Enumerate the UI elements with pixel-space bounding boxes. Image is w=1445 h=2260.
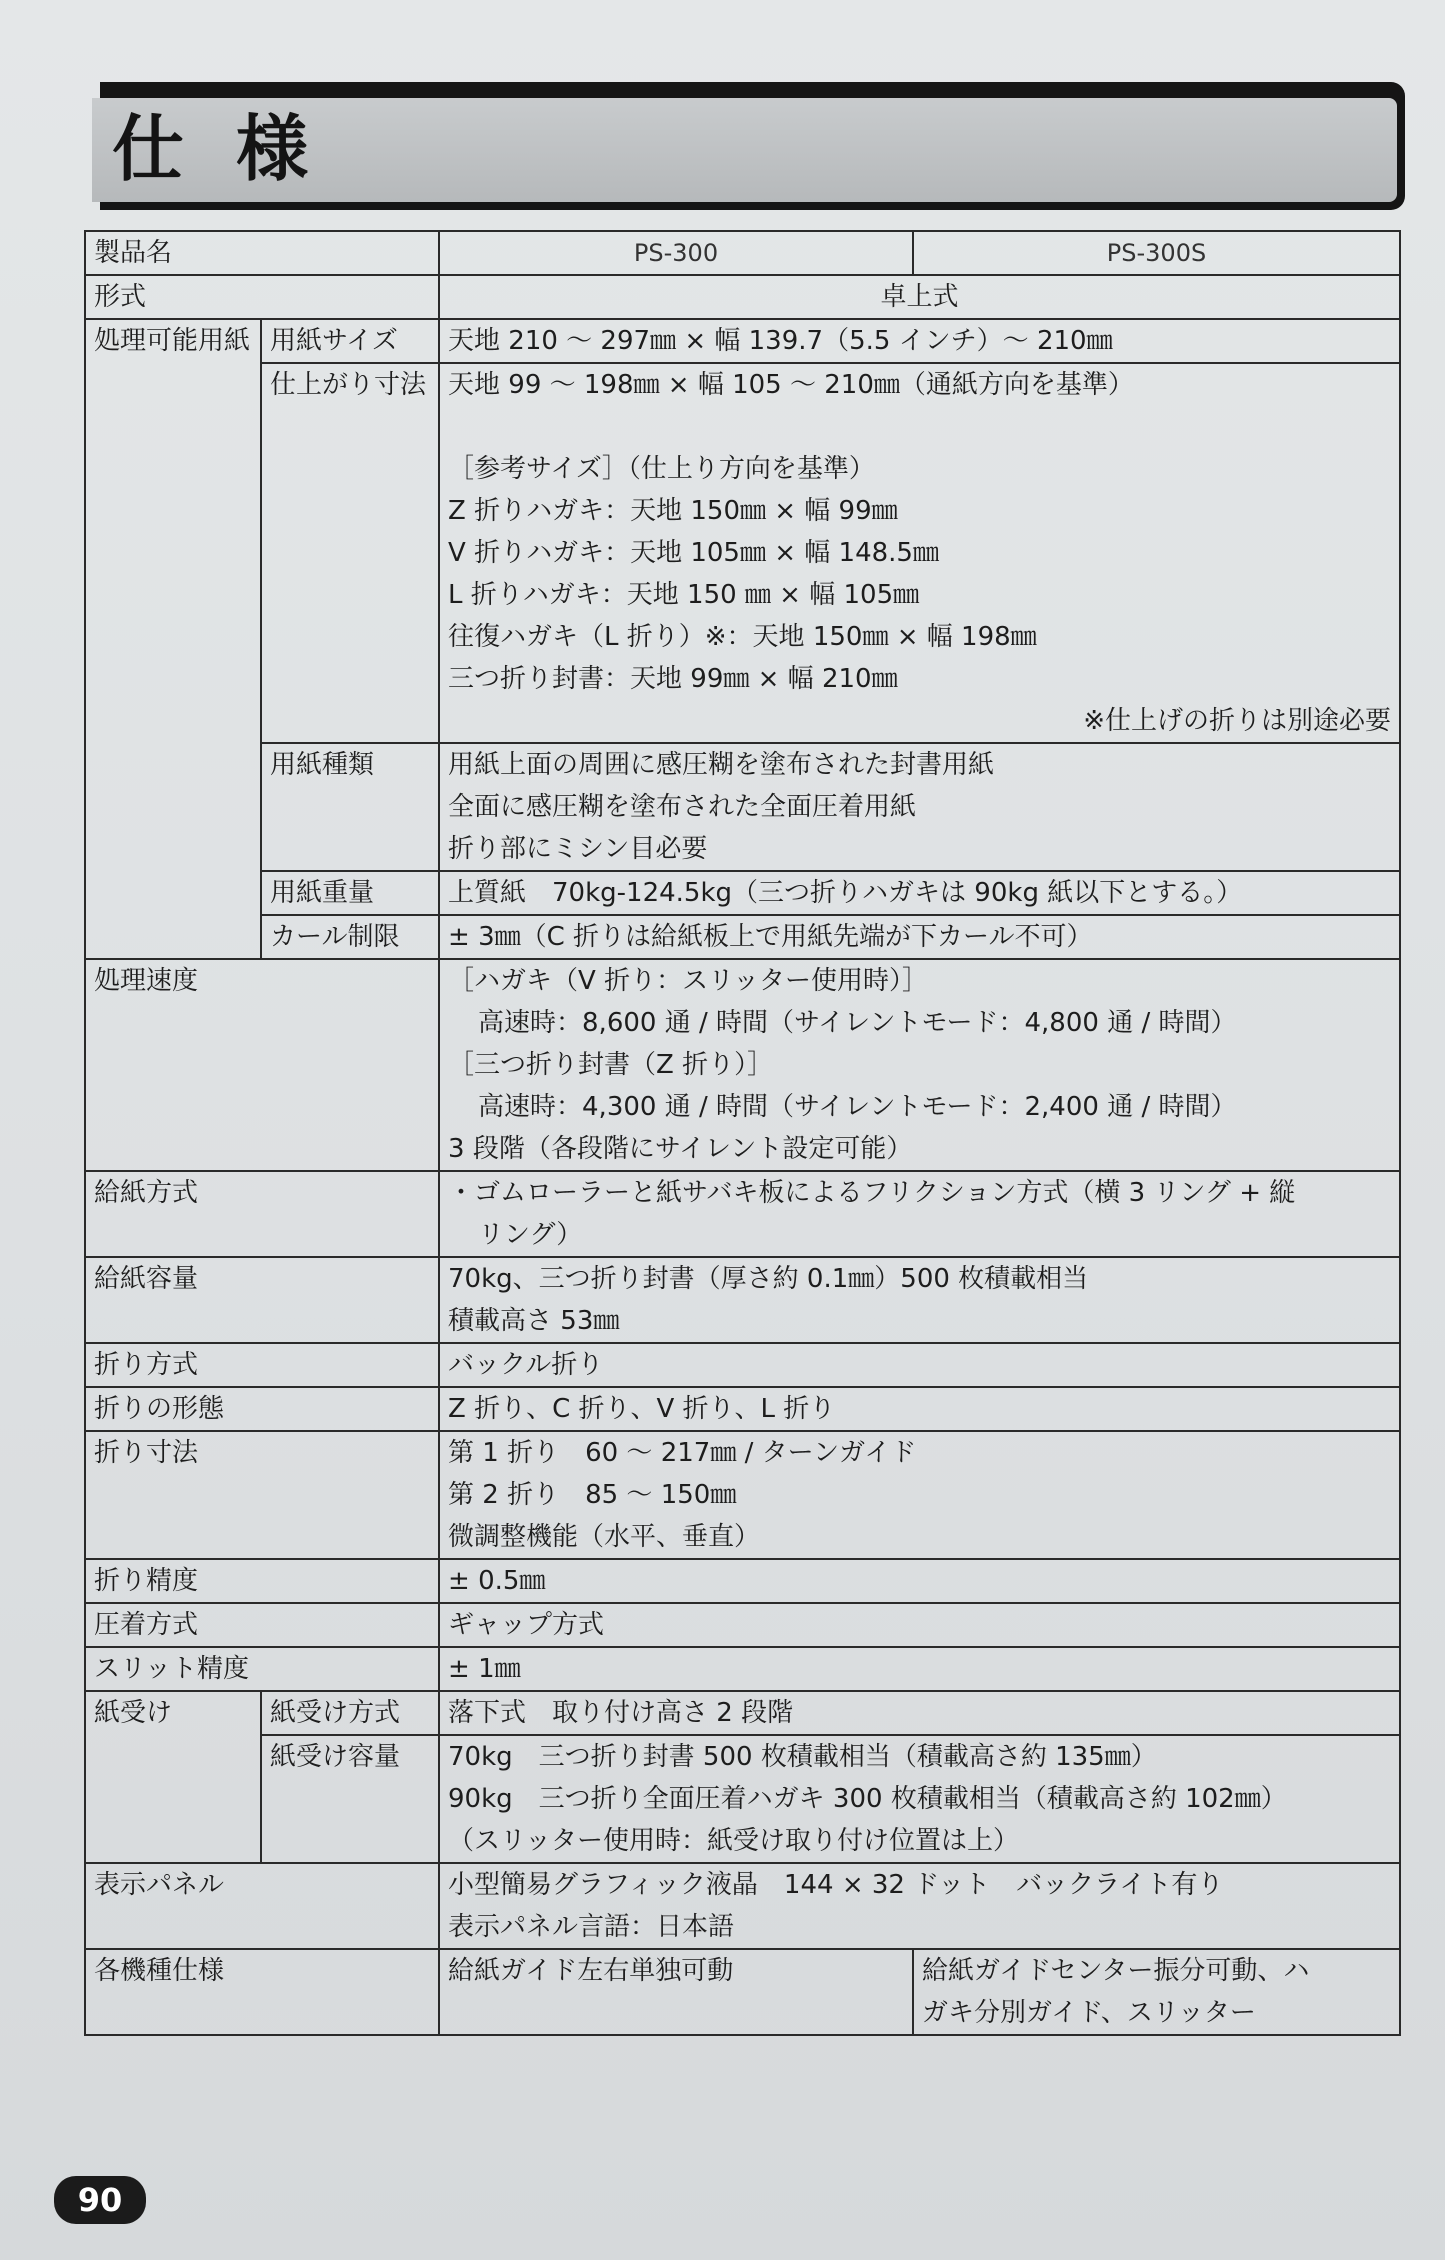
form-label: 形式 (85, 275, 439, 319)
paper-type-value: 用紙上面の周囲に感圧糊を塗布された封書用紙 全面に感圧糊を塗布された全面圧着用紙 折り部にミシン目必要 (439, 743, 1400, 871)
page-title: 仕様 (112, 107, 361, 191)
speed-value: ［ハガキ（V 折り：スリッター使用時）］ 高速時：8,600 通 / 時間（サイレントモード：4,800 通 / 時間） ［三つ折り封書（Z 折り）］ 高速時：4,300 通 / 時間（サイレントモード：2,400 通 / 時間） 3 段階（各段階にサイレント設定可能） (439, 959, 1400, 1171)
fold-method-value: バックル折り (439, 1343, 1400, 1387)
curl-limit-label: カール制限 (261, 915, 439, 959)
receive-capacity-value: 70kg 三つ折り封書 500 枚積載相当（積載高さ約 135㎜） 90kg 三つ折り全面圧着ハガキ 300 枚積載相当（積載高さ約 102㎜） （スリッター使用時：紙受け取り付け位置は上） (439, 1735, 1400, 1863)
receive-label: 紙受け (85, 1691, 261, 1863)
table-row (85, 1343, 1400, 1387)
finish-size-label: 仕上がり寸法 (261, 363, 439, 743)
product-name-label: 製品名 (85, 231, 439, 275)
page-number: 90 (54, 2176, 146, 2224)
speed-label: 処理速度 (85, 959, 439, 1171)
receive-capacity-label: 紙受け容量 (261, 1735, 439, 1863)
table-row (85, 959, 1400, 1171)
slit-precision-label: スリット精度 (85, 1647, 439, 1691)
table-row (85, 1647, 1400, 1691)
table-row (85, 1949, 1400, 2035)
model-spec-label: 各機種仕様 (85, 1949, 439, 2035)
press-method-value: ギャップ方式 (439, 1603, 1400, 1647)
press-method-label: 圧着方式 (85, 1603, 439, 1647)
feed-capacity-label: 給紙容量 (85, 1257, 439, 1343)
model-ps300s-header: PS-300S (913, 231, 1400, 275)
curl-limit-value: ± 3㎜（C 折りは給紙板上で用紙先端が下カール不可） (439, 915, 1400, 959)
fold-size-value: 第 1 折り 60 ～ 217㎜ / ターンガイド 第 2 折り 85 ～ 150㎜ 微調整機能（水平、垂直） (439, 1431, 1400, 1559)
paper-weight-label: 用紙重量 (261, 871, 439, 915)
table-row (85, 1387, 1400, 1431)
fold-form-label: 折りの形態 (85, 1387, 439, 1431)
display-panel-value: 小型簡易グラフィック液晶 144 × 32 ドット バックライト有り 表示パネル言語：日本語 (439, 1863, 1400, 1949)
fold-precision-label: 折り精度 (85, 1559, 439, 1603)
table-row (85, 1691, 1400, 1735)
display-panel-label: 表示パネル (85, 1863, 439, 1949)
table-header-row (85, 231, 1400, 275)
spec-table (84, 230, 1401, 2036)
fold-precision-value: ± 0.5㎜ (439, 1559, 1400, 1603)
table-row (85, 363, 1400, 743)
table-row (85, 1257, 1400, 1343)
table-row (85, 1863, 1400, 1949)
feed-capacity-value: 70kg、三つ折り封書（厚さ約 0.1㎜）500 枚積載相当 積載高さ 53㎜ (439, 1257, 1400, 1343)
paper-label: 処理可能用紙 (85, 319, 261, 959)
slit-precision-value: ± 1㎜ (439, 1647, 1400, 1691)
receive-method-value: 落下式 取り付け高さ 2 段階 (439, 1691, 1400, 1735)
model-ps300-header: PS-300 (439, 231, 913, 275)
finish-size-value: 天地 99 ～ 198㎜ × 幅 105 ～ 210㎜（通紙方向を基準） ［参考サイズ］（仕上り方向を基準） Z 折りハガキ：天地 150㎜ × 幅 99㎜ V 折りハガキ：天地 105㎜ × 幅 148.5㎜ L 折りハガキ：天地 150 ㎜ × 幅 105㎜ 往復ハガキ（L 折り）※：天地 150㎜ × 幅 198㎜ 三つ折り封書：天地 99㎜ × 幅 210㎜ ※仕上げの折りは別途必要 (439, 363, 1400, 743)
table-row (85, 1559, 1400, 1603)
table-row (85, 1171, 1400, 1257)
table-row (85, 915, 1400, 959)
paper-size-value: 天地 210 ～ 297㎜ × 幅 139.7（5.5 インチ）～ 210㎜ (439, 319, 1400, 363)
table-row (85, 1603, 1400, 1647)
fold-size-label: 折り寸法 (85, 1431, 439, 1559)
paper-weight-value: 上質紙 70kg-124.5kg（三つ折りハガキは 90kg 紙以下とする。） (439, 871, 1400, 915)
fold-form-value: Z 折り、C 折り、V 折り、L 折り (439, 1387, 1400, 1431)
model-spec-ps300s-value: 給紙ガイドセンター振分可動、ハ ガキ分別ガイド、スリッター (913, 1949, 1400, 2035)
fold-method-label: 折り方式 (85, 1343, 439, 1387)
table-row (85, 871, 1400, 915)
table-row (85, 1431, 1400, 1559)
feed-method-label: 給紙方式 (85, 1171, 439, 1257)
feed-method-value: ・ゴムローラーと紙サバキ板によるフリクション方式（横 3 リング + 縦 リング） (439, 1171, 1400, 1257)
table-row (85, 1735, 1400, 1863)
table-row (85, 319, 1400, 363)
paper-size-label: 用紙サイズ (261, 319, 439, 363)
table-row (85, 275, 1400, 319)
receive-method-label: 紙受け方式 (261, 1691, 439, 1735)
paper-type-label: 用紙種類 (261, 743, 439, 871)
model-spec-ps300-value: 給紙ガイド左右単独可動 (439, 1949, 913, 2035)
form-value: 卓上式 (439, 275, 1400, 319)
table-row (85, 743, 1400, 871)
